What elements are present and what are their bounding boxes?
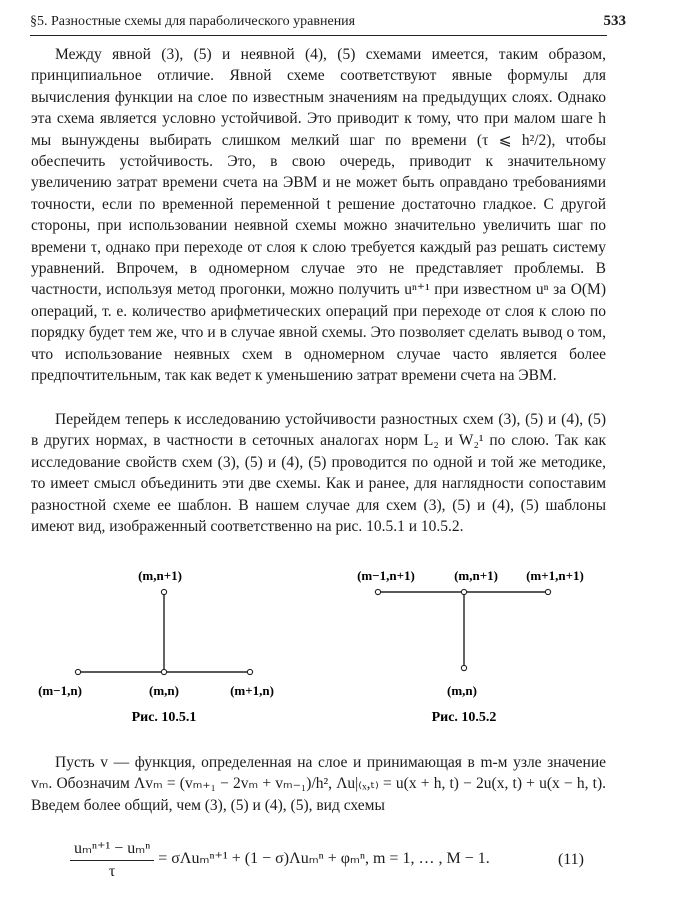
fig1-node-right	[247, 669, 252, 674]
fig1-label-top: (m,n+1)	[138, 568, 182, 583]
fig2-node-center	[461, 589, 466, 594]
fig2-label-center: (m,n+1)	[454, 568, 498, 583]
formula-rhs: = σΛuₘⁿ⁺¹ + (1 − σ)Λuₘⁿ + φₘⁿ, m = 1, … , M − 1.	[158, 850, 490, 868]
paragraph-stability-norms: Перейдем теперь к исследованию устойчивости разностных схем (3), (5) и (4), (5) в других нормах, в частности в сеточных аналогах норм L₂ и W₂¹ по слою. Так как исследование свойств схем (3), (5) и (4), (5) проводится по одной и той же методике, то имеет смысл объединить эти две схемы. Как и ранее, для наглядности сопоставим разностной схеме ее шаблон. В нашем случае для схем (3), (5) и (4), (5) шаблоны имеют вид, изображенный соответственно на рис. 10.5.1 и 10.5.2.	[31, 411, 606, 536]
fig1-label-right: (m+1,n)	[230, 683, 274, 698]
paragraph-scheme-definition: Пусть v — функция, определенная на слое и принимающая в m-м узле значение vₘ. Обозначим Λvₘ = (vₘ₊₁ − 2vₘ + vₘ₋₁)/h², Λu|₍ₓ,ₜ₎ = u(x + h, t) − 2u(x, t) + u(x − h, t). Введем более общий, чем (3), (5) и (4), (5), вид схемы	[31, 754, 606, 814]
fig2-label-right: (m+1,n+1)	[526, 568, 584, 583]
fig1-node-top	[161, 589, 166, 594]
fig1-label-center: (m,n)	[149, 683, 179, 698]
fig1-caption: Рис. 10.5.1	[131, 710, 197, 725]
paragraph-explicit-implicit: Между явной (3), (5) и неявной (4), (5) схемами имеется, таким образом, принципиальное отличие. Явной схеме соответствуют явные формулы для вычисления функции на слое по известным значениям на предыдущих слоях. Однако эта схема является условно устойчивой. Это приводит к тому, что при малом шаге h мы вынуждены выбирать слишком мелкий шаг по времени (τ ⩽ h²/2), чтобы обеспечить устойчивость. Это, в свою очередь, приводит к значительному увеличению затрат времени счета на ЭВМ и не может быть оправдано требованиями точности, если по временной переменной t решение достаточно гладкое. С другой стороны, при использовании неявной схемы можно значительно увеличить шаг по времени τ, однако при переходе от слоя к слою требуется каждый раз решать систему уравнений. Впрочем, в одномерном случае это не представляет проблемы. В частности, используя метод прогонки, можно получить uⁿ⁺¹ при известном uⁿ за O(M) операций, т. е. количество арифметических операций при переходе от слоя к слою по порядку будет тем же, что и в случае явной схемы. Это позволяет сделать вывод о том, что использование неявных схем в одномерном случае часто является более предпочтительным, так как ведет к уменьшению затрат времени счета на ЭВМ.	[31, 46, 606, 385]
formula-numerator: uₘⁿ⁺¹ − uₘⁿ	[70, 838, 154, 861]
stencil-figures	[30, 562, 610, 732]
fig2-node-right	[545, 589, 550, 594]
fig2-label-bottom: (m,n)	[447, 683, 477, 698]
fig2-caption: Рис. 10.5.2	[431, 710, 497, 725]
fig1-node-center	[161, 669, 166, 674]
figure-10-5-2	[357, 568, 584, 725]
formula-denominator: τ	[108, 863, 116, 880]
fig1-node-left	[75, 669, 80, 674]
fig2-node-bottom	[461, 665, 466, 670]
formula-fraction	[70, 838, 154, 881]
page-number: 533	[603, 13, 626, 29]
section-title: §5. Разностные схемы для параболического уравнения	[30, 14, 356, 29]
fig2-label-left: (m−1,n+1)	[357, 568, 415, 583]
formula-11	[70, 838, 490, 881]
header-rule	[30, 35, 607, 36]
fig2-node-left	[375, 589, 380, 594]
figure-10-5-1	[38, 568, 274, 725]
fig1-label-left: (m−1,n)	[38, 683, 82, 698]
equation-number: (11)	[557, 851, 584, 868]
